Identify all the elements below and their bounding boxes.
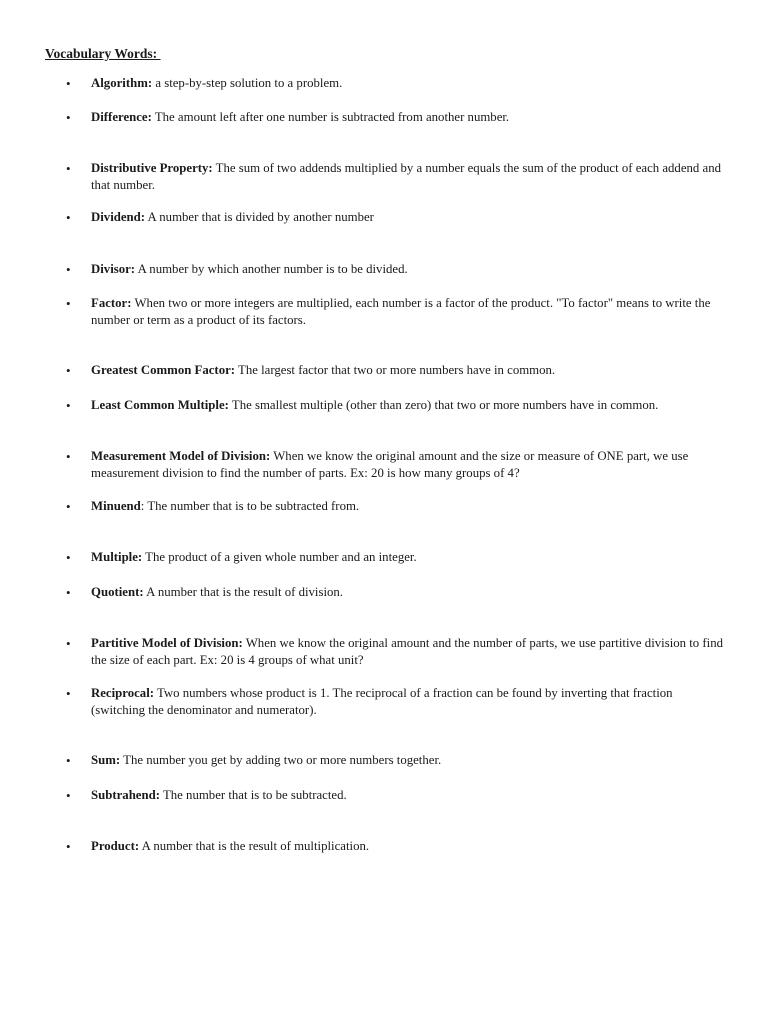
list-item-dividend — [66, 209, 726, 226]
definition: The amount left after one number is subtracted from another number. — [151, 110, 510, 124]
definition: A number that is divided by another number — [145, 210, 374, 224]
definition: Two numbers whose product is 1. The reciprocal of a fraction can be found by inverting that fraction (switching the denominator and numerator). — [91, 686, 673, 717]
list-item-text — [91, 448, 726, 482]
list-item-measurement-model — [66, 448, 726, 482]
list-item-algorithm — [66, 75, 726, 92]
list-item-sum — [66, 752, 726, 769]
definition: When two or more integers are multiplied, each number is a factor of the product. "To factor" means to write the number or term as a product of its factors. — [91, 296, 711, 327]
term: Measurement Model of Division: — [91, 449, 271, 463]
term: Subtrahend: — [91, 788, 160, 802]
list-item-product — [66, 838, 726, 855]
definition: A number by which another number is to be divided. — [135, 262, 408, 276]
bullet-icon: • — [66, 686, 71, 701]
list-item-text — [91, 209, 726, 226]
term: Multiple: — [91, 550, 143, 564]
definition: When we know the original amount and the number of parts, we use partitive division to find the size of each part. Ex: 20 is 4 groups of what unit? — [91, 636, 724, 667]
definition: A number that is the result of division. — [143, 585, 344, 599]
term: Factor: — [91, 296, 132, 310]
list-item-difference — [66, 109, 726, 126]
list-item-divisor — [66, 261, 726, 278]
definition: a step-by-step solution to a problem. — [152, 76, 343, 90]
definition: When we know the original amount and the size or measure of ONE part, we use measurement division to find the number of parts. Ex: 20 is how many groups of 4? — [91, 449, 689, 480]
bullet-icon: • — [66, 636, 71, 651]
bullet-icon: • — [66, 363, 71, 378]
list-item-text — [91, 635, 726, 669]
definition: : The number that is to be subtracted from. — [140, 499, 360, 513]
term: Distributive Property: — [91, 161, 213, 175]
term: Minuend — [91, 499, 141, 513]
list-item-quotient — [66, 584, 726, 601]
term: Quotient: — [91, 585, 144, 599]
definition: The smallest multiple (other than zero) that two or more numbers have in common. — [228, 398, 659, 412]
list-item-text — [91, 584, 726, 601]
bullet-icon: • — [66, 210, 71, 225]
term: Product: — [91, 839, 140, 853]
term: Least Common Multiple: — [91, 398, 229, 412]
bullet-icon: • — [66, 161, 71, 176]
term: Divisor: — [91, 262, 136, 276]
bullet-icon: • — [66, 76, 71, 91]
list-item-distributive-property — [66, 160, 726, 194]
term: Algorithm: — [91, 76, 153, 90]
bullet-icon: • — [66, 110, 71, 125]
term: Partitive Model of Division: — [91, 636, 243, 650]
list-item-text — [91, 295, 726, 329]
list-item-text — [91, 838, 726, 855]
list-item-factor — [66, 295, 726, 329]
list-item-subtrahend — [66, 787, 726, 804]
list-item-text — [91, 787, 726, 804]
list-item-text — [91, 75, 726, 92]
term: Difference: — [91, 110, 152, 124]
list-item-text — [91, 109, 726, 126]
list-item-greatest-common-factor — [66, 362, 726, 379]
definition: The number that is to be subtracted. — [159, 788, 347, 802]
list-item-text — [91, 160, 726, 194]
list-item-text — [91, 362, 726, 379]
list-item-partitive-model — [66, 635, 726, 669]
term: Dividend: — [91, 210, 146, 224]
list-item-least-common-multiple — [66, 397, 726, 414]
bullet-icon: • — [66, 262, 71, 277]
list-item-text — [91, 498, 726, 515]
list-item-text — [91, 752, 726, 769]
list-item-minuend — [66, 498, 726, 515]
term: Reciprocal: — [91, 686, 155, 700]
bullet-icon: • — [66, 753, 71, 768]
page-heading: Vocabulary Words: — [45, 46, 161, 61]
bullet-icon: • — [66, 398, 71, 413]
list-item-text — [91, 685, 726, 719]
bullet-icon: • — [66, 585, 71, 600]
bullet-icon: • — [66, 449, 71, 464]
list-item-reciprocal — [66, 685, 726, 719]
bullet-icon: • — [66, 296, 71, 311]
bullet-icon: • — [66, 499, 71, 514]
list-item-text — [91, 397, 726, 414]
bullet-icon: • — [66, 788, 71, 803]
definition: A number that is the result of multiplication. — [139, 839, 370, 853]
definition: The sum of two addends multiplied by a number equals the sum of the product of each addend and that number. — [91, 161, 721, 192]
bullet-icon: • — [66, 839, 71, 854]
list-item-text — [91, 261, 726, 278]
list-item-text — [91, 549, 726, 566]
term: Greatest Common Factor: — [91, 363, 236, 377]
definition: The product of a given whole number and an integer. — [142, 550, 417, 564]
definition: The largest factor that two or more numbers have in common. — [235, 363, 556, 377]
definition: The number you get by adding two or more numbers together. — [120, 753, 442, 767]
list-item-multiple — [66, 549, 726, 566]
bullet-icon: • — [66, 550, 71, 565]
term: Sum: — [91, 753, 121, 767]
